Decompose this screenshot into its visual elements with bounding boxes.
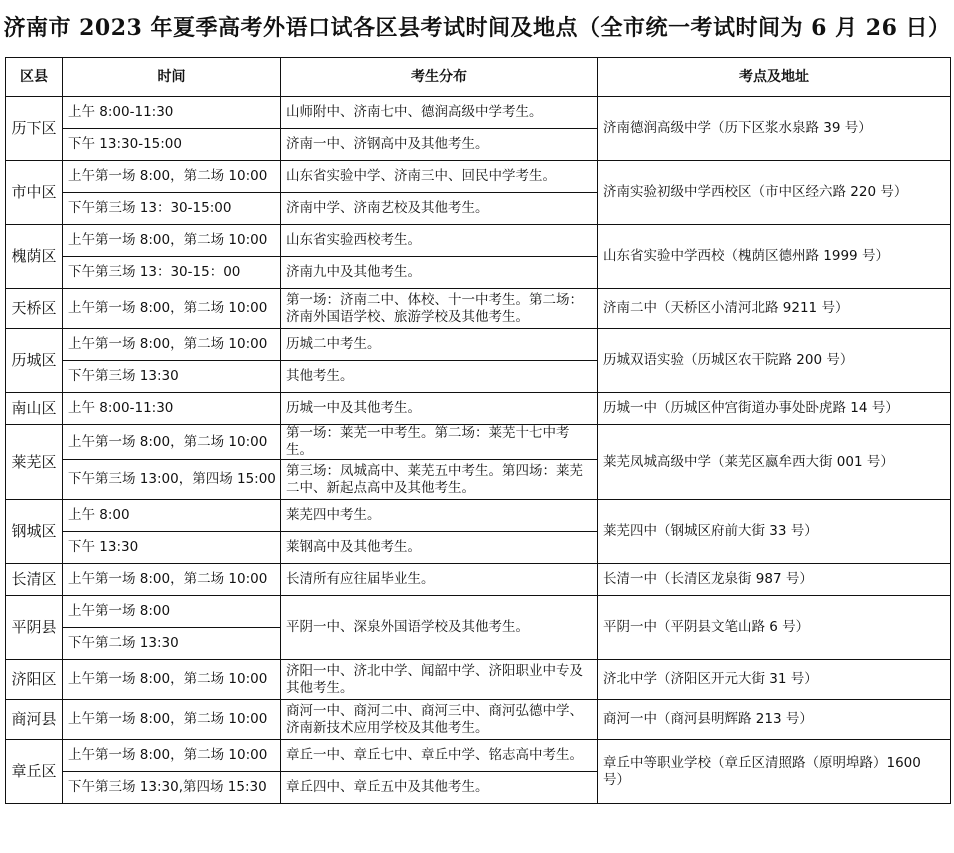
students-cell: 其他考生。 [281,361,598,393]
venue-cell: 莱芜四中（钢城区府前大街 33 号） [598,500,951,564]
venue-cell: 济北中学（济阳区开元大街 31 号） [598,660,951,700]
time-cell: 上午第一场 8:00，第二场 10:00 [63,564,281,596]
students-cell: 历城一中及其他考生。 [281,393,598,425]
district-cell: 槐荫区 [6,225,63,289]
students-cell: 济南一中、济钢高中及其他考生。 [281,129,598,161]
students-cell: 历城二中考生。 [281,329,598,361]
time-cell: 上午第一场 8:00，第二场 10:00 [63,289,281,329]
venue-cell: 济南实验初级中学西校区（市中区经六路 220 号） [598,161,951,225]
venue-cell: 商河一中（商河县明辉路 213 号） [598,700,951,740]
district-cell: 长清区 [6,564,63,596]
students-cell: 济阳一中、济北中学、闻韶中学、济阳职业中专及其他考生。 [281,660,598,700]
table-row [6,564,951,596]
time-cell: 上午 8:00-11:30 [63,97,281,129]
students-cell: 济南中学、济南艺校及其他考生。 [281,193,598,225]
header-district: 区县 [6,58,63,97]
table-row [6,289,951,329]
district-cell: 南山区 [6,393,63,425]
time-cell: 上午第一场 8:00，第二场 10:00 [63,700,281,740]
students-cell: 章丘四中、章丘五中及其他考生。 [281,772,598,804]
time-cell: 下午第三场 13：30-15：00 [63,257,281,289]
district-cell: 历下区 [6,97,63,161]
time-cell: 上午第一场 8:00，第二场 10:00 [63,161,281,193]
time-cell: 下午第三场 13:00，第四场 15:00 [63,460,281,500]
table-row [6,425,951,460]
students-cell: 章丘一中、章丘七中、章丘中学、铭志高中考生。 [281,740,598,772]
venue-cell: 历城双语实验（历城区农干院路 200 号） [598,329,951,393]
time-cell: 上午第一场 8:00，第二场 10:00 [63,660,281,700]
venue-cell: 平阴一中（平阴县文笔山路 6 号） [598,596,951,660]
table-row [6,660,951,700]
time-cell: 下午第三场 13：30-15:00 [63,193,281,225]
students-cell: 山东省实验西校考生。 [281,225,598,257]
students-cell: 长清所有应往届毕业生。 [281,564,598,596]
district-cell: 济阳区 [6,660,63,700]
time-cell: 下午第二场 13:30 [63,628,281,660]
students-cell: 第一场：济南二中、体校、十一中考生。第二场：济南外国语学校、旅游学校及其他考生。 [281,289,598,329]
time-cell: 上午第一场 8:00，第二场 10:00 [63,740,281,772]
venue-cell: 历城一中（历城区仲宫街道办事处卧虎路 14 号） [598,393,951,425]
students-cell: 济南九中及其他考生。 [281,257,598,289]
table-row [6,700,951,740]
time-cell: 上午第一场 8:00，第二场 10:00 [63,329,281,361]
students-cell: 平阴一中、深泉外国语学校及其他考生。 [281,596,598,660]
time-cell: 上午第一场 8:00，第二场 10:00 [63,425,281,460]
venue-cell: 长清一中（长清区龙泉街 987 号） [598,564,951,596]
venue-cell: 章丘中等职业学校（章丘区清照路（原明埠路）1600 号） [598,740,951,804]
header-students: 考生分布 [281,58,598,97]
header-time: 时间 [63,58,281,97]
time-cell: 下午 13:30 [63,532,281,564]
students-cell: 第一场：莱芜一中考生。第二场：莱芜十七中考生。 [281,425,598,460]
table-row [6,161,951,193]
venue-cell: 济南德润高级中学（历下区浆水泉路 39 号） [598,97,951,161]
table-row [6,225,951,257]
exam-schedule-table [5,57,951,804]
students-cell: 莱芜四中考生。 [281,500,598,532]
students-cell: 第三场：凤城高中、莱芜五中考生。第四场：莱芜二中、新起点高中及其他考生。 [281,460,598,500]
venue-cell: 山东省实验中学西校（槐荫区德州路 1999 号） [598,225,951,289]
venue-cell: 莱芜凤城高级中学（莱芜区嬴牟西大街 001 号） [598,425,951,500]
table-row [6,740,951,772]
district-cell: 莱芜区 [6,425,63,500]
students-cell: 商河一中、商河二中、商河三中、商河弘德中学、济南新技术应用学校及其他考生。 [281,700,598,740]
district-cell: 历城区 [6,329,63,393]
district-cell: 市中区 [6,161,63,225]
time-cell: 上午第一场 8:00 [63,596,281,628]
table-header-row [6,58,951,97]
time-cell: 上午 8:00-11:30 [63,393,281,425]
students-cell: 莱钢高中及其他考生。 [281,532,598,564]
students-cell: 山东省实验中学、济南三中、回民中学考生。 [281,161,598,193]
district-cell: 平阴县 [6,596,63,660]
table-row [6,393,951,425]
time-cell: 上午 8:00 [63,500,281,532]
table-row [6,97,951,129]
time-cell: 下午 13:30-15:00 [63,129,281,161]
district-cell: 章丘区 [6,740,63,804]
table-row [6,500,951,532]
time-cell: 下午第三场 13:30 [63,361,281,393]
district-cell: 天桥区 [6,289,63,329]
page-title: 济南市 2023 年夏季高考外语口试各区县考试时间及地点（全市统一考试时间为 6 月 26 日） [3,15,951,41]
district-cell: 钢城区 [6,500,63,564]
table-row [6,329,951,361]
header-venue: 考点及地址 [598,58,951,97]
table-row [6,596,951,628]
students-cell: 山师附中、济南七中、德润高级中学考生。 [281,97,598,129]
venue-cell: 济南二中（天桥区小清河北路 9211 号） [598,289,951,329]
district-cell: 商河县 [6,700,63,740]
time-cell: 上午第一场 8:00，第二场 10:00 [63,225,281,257]
time-cell: 下午第三场 13:30,第四场 15:30 [63,772,281,804]
